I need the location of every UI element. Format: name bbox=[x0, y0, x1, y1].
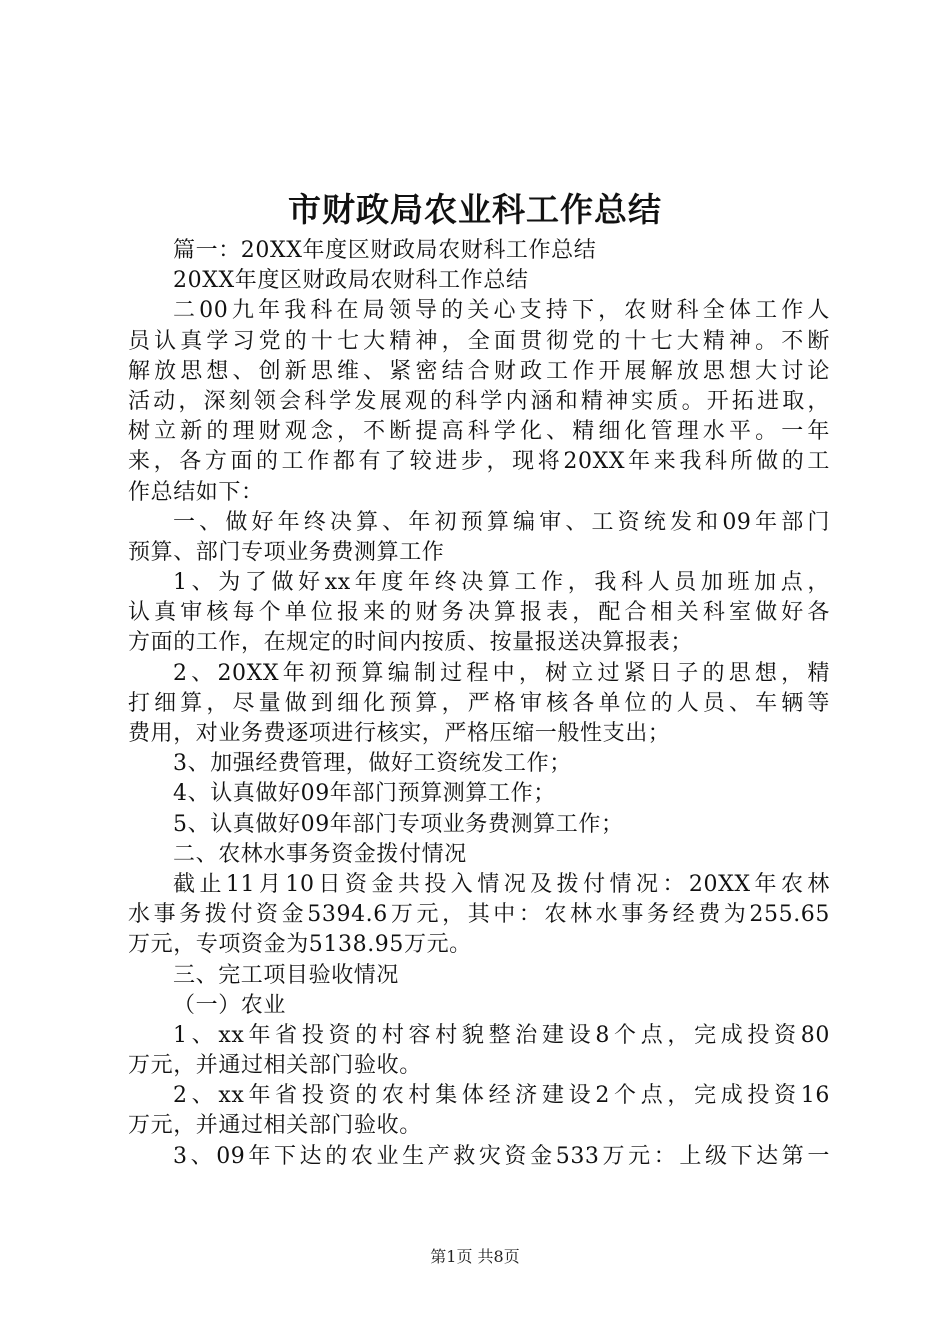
body-line: （一）农业 bbox=[173, 992, 287, 1018]
body-line: 树立新的理财观念，不断提高科学化、精细化管理水平。一年 bbox=[128, 419, 830, 445]
body-line: 5、认真做好09年部门专项业务费测算工作； bbox=[173, 811, 624, 837]
body-line: 3、09年下达的农业生产救灾资金533万元：上级下达第一 bbox=[173, 1143, 830, 1169]
body-line: 作总结如下： bbox=[128, 479, 264, 505]
body-line: 费用，对业务费逐项进行核实，严格压缩一般性支出； bbox=[128, 721, 671, 746]
body-line: 二、农林水事务资金拨付情况 bbox=[173, 841, 467, 867]
body-line: 2、xx年省投资的农村集体经济建设2个点，完成投资16 bbox=[173, 1083, 830, 1109]
body-line: 方面的工作，在规定的时间内按质、按量报送决算报表； bbox=[128, 630, 694, 656]
body-line: 20XX年度区财政局农财科工作总结 bbox=[173, 268, 529, 294]
page-footer: 第1页 共8页 bbox=[430, 1247, 520, 1266]
body-line: 截止11月10日资金共投入情况及拨付情况：20XX年农林 bbox=[173, 871, 830, 897]
body-line: 1、xx年省投资的村容村貌整治建设8个点，完成投资80 bbox=[173, 1022, 830, 1048]
body-line: 水事务拨付资金5394.6万元，其中：农林水事务经费为255.65 bbox=[128, 902, 830, 928]
body-line: 员认真学习党的十七大精神，全面贯彻党的十七大精神。不断 bbox=[128, 328, 830, 354]
body-line: 打细算，尽量做到细化预算，严格审核各单位的人员、车辆等 bbox=[128, 690, 830, 716]
body-line: 万元，并通过相关部门验收。 bbox=[128, 1053, 422, 1079]
body-line: 万元，并通过相关部门验收。 bbox=[128, 1113, 422, 1139]
body-line: 活动，深刻领会科学发展观的科学内涵和精神实质。开拓进取， bbox=[128, 388, 830, 414]
document-title: 市财政局农业科工作总结 bbox=[288, 190, 662, 229]
body-line: 一、做好年终决算、年初预算编审、工资统发和09年部门 bbox=[173, 509, 830, 535]
body-line: 来，各方面的工作都有了较进步，现将20XX年来我科所做的工 bbox=[128, 449, 830, 475]
body-line: 预算、部门专项业务费测算工作 bbox=[128, 539, 445, 565]
body-line: 3、加强经费管理，做好工资统发工作； bbox=[173, 751, 572, 777]
body-line: 万元，专项资金为5138.95万元。 bbox=[128, 932, 472, 958]
body-line: 2、20XX年初预算编制过程中，树立过紧日子的思想，精 bbox=[173, 660, 830, 686]
body-line: 二00九年我科在局领导的关心支持下，农财科全体工作人 bbox=[173, 298, 830, 324]
body-line: 篇一：20XX年度区财政局农财科工作总结 bbox=[173, 238, 597, 263]
body-line: 1、为了做好xx年度年终决算工作，我科人员加班加点， bbox=[173, 570, 830, 596]
body-line: 认真审核每个单位报来的财务决算报表，配合相关科室做好各 bbox=[128, 600, 830, 626]
document-body bbox=[128, 236, 830, 1172]
body-line: 三、完工项目验收情况 bbox=[173, 962, 400, 988]
body-line: 解放思想、创新思维、紧密结合财政工作开展解放思想大讨论 bbox=[128, 358, 830, 384]
body-line: 4、认真做好09年部门预算测算工作； bbox=[173, 781, 556, 807]
